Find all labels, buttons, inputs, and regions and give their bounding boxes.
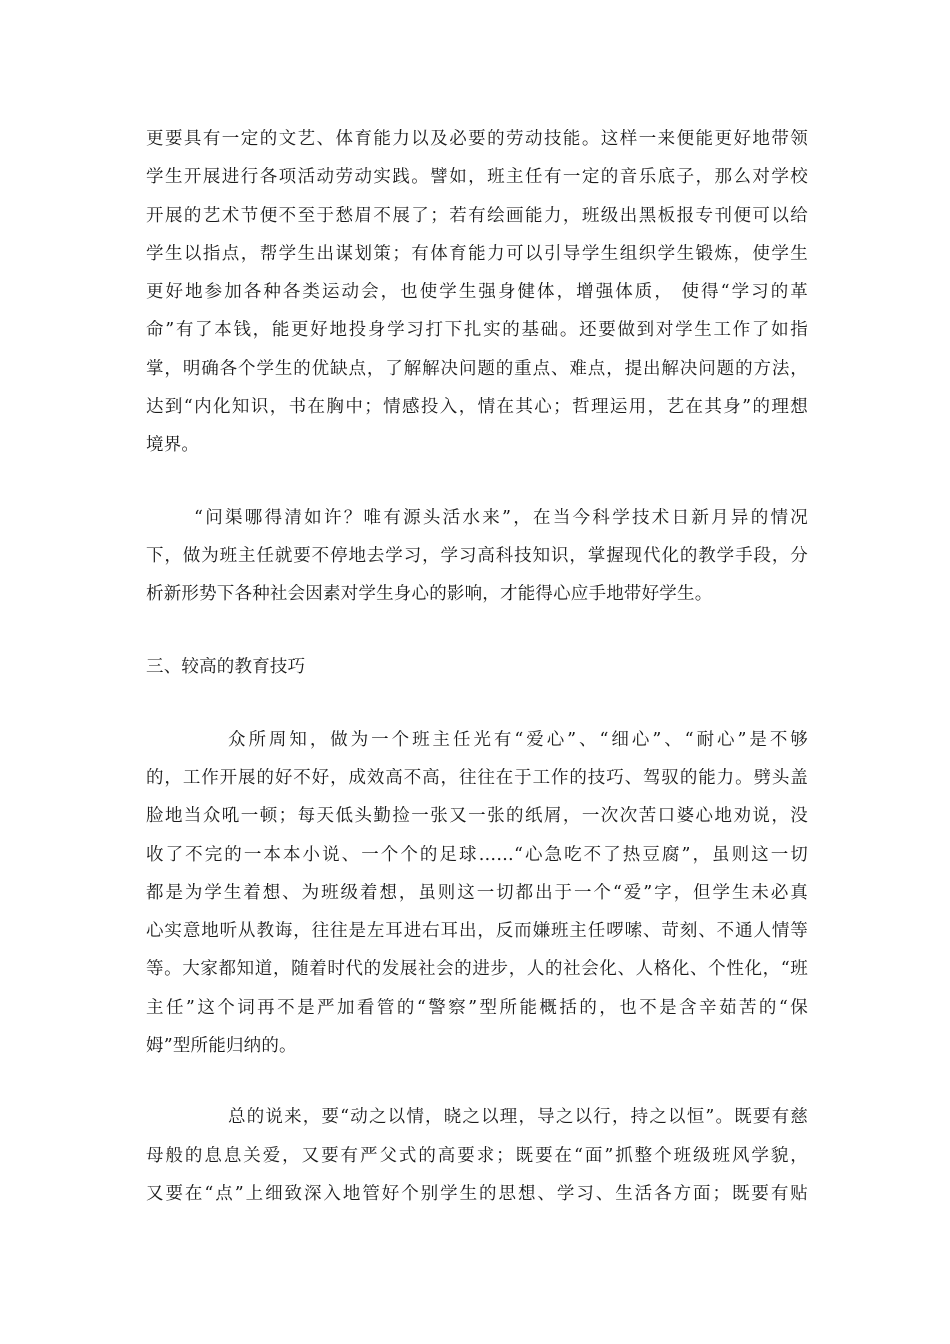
paragraph-3-line-8: 主任”这个词再不是严加看管的“警察”型所能概括的，也不是含辛茹苦的“保 <box>146 998 808 1018</box>
paragraph-3-line-7: 等。大家都知道，随着时代的发展社会的进步，人的社会化、人格化、个性化，“班 <box>146 959 808 979</box>
paragraph-3-line-9: 姆”型所能归纳的。 <box>146 1036 297 1056</box>
paragraph-3-line-4: 收了不完的一本本小说、一个个的足球……“心急吃不了热豆腐”，虽则这一切 <box>146 845 808 865</box>
paragraph-4-line-2: 母般的息息关爱，又要有严父式的高要求；既要在“面”抓整个班级班风学貌， <box>146 1146 808 1166</box>
paragraph-2-line-3: 析新形势下各种社会因素对学生身心的影响，才能得心应手地带好学生。 <box>146 584 713 604</box>
paragraph-3-line-6: 心实意地听从教诲，往往是左耳进右耳出，反而嫌班主任啰嗦、苛刻、不通人情等 <box>146 921 808 941</box>
paragraph-1-line-3: 开展的艺术节便不至于愁眉不展了；若有绘画能力，班级出黑板报专刊便可以给 <box>146 206 808 226</box>
paragraph-1-line-7: 掌，明确各个学生的优缺点，了解解决问题的重点、难点，提出解决问题的方法， <box>146 359 808 379</box>
paragraph-2-line-2: 下，做为班主任就要不停地去学习，学习高科技知识，掌握现代化的教学手段，分 <box>146 546 808 566</box>
paragraph-1-line-9: 境界。 <box>146 435 200 455</box>
paragraph-3-line-3: 脸地当众吼一顿；每天低头勤捡一张又一张的纸屑，一次次苦口婆心地劝说，没 <box>146 806 808 826</box>
paragraph-1-line-6: 命”有了本钱，能更好地投身学习打下扎实的基础。还要做到对学生工作了如指 <box>146 320 808 340</box>
paragraph-1-line-2: 学生开展进行各项活动劳动实践。譬如，班主任有一定的音乐底子，那么对学校 <box>146 167 808 187</box>
paragraph-3-line-5: 都是为学生着想、为班级着想，虽则这一切都出于一个“爱”字，但学生未必真 <box>146 883 808 903</box>
paragraph-4-line-1: 总的说来，要“动之以情，晓之以理，导之以行，持之以恒”。既要有慈 <box>228 1107 808 1127</box>
paragraph-1-line-5: 更好地参加各种各类运动会，也使学生强身健体，增强体质， 使得“学习的革 <box>146 282 808 302</box>
paragraph-2-line-1: “问渠哪得清如许？唯有源头活水来”，在当今科学技术日新月异的情况 <box>194 508 808 528</box>
paragraph-3-line-1: 众所周知，做为一个班主任光有“爱心”、“细心”、“耐心”是不够 <box>228 730 808 750</box>
paragraph-1-line-1: 更要具有一定的文艺、体育能力以及必要的劳动技能。这样一来便能更好地带领 <box>146 129 808 149</box>
paragraph-3-line-2: 的，工作开展的好不好，成效高不高，往往在于工作的技巧、驾驭的能力。劈头盖 <box>146 768 808 788</box>
section-heading: 三、较高的教育技巧 <box>146 657 306 677</box>
paragraph-1-line-8: 达到“内化知识，书在胸中；情感投入，情在其心；哲理运用，艺在其身”的理想 <box>146 397 808 417</box>
paragraph-4-line-3: 又要在“点”上细致深入地管好个别学生的思想、学习、生活各方面；既要有贴 <box>146 1184 808 1204</box>
paragraph-1-line-4: 学生以指点，帮学生出谋划策；有体育能力可以引导学生组织学生锻炼，使学生 <box>146 244 808 264</box>
